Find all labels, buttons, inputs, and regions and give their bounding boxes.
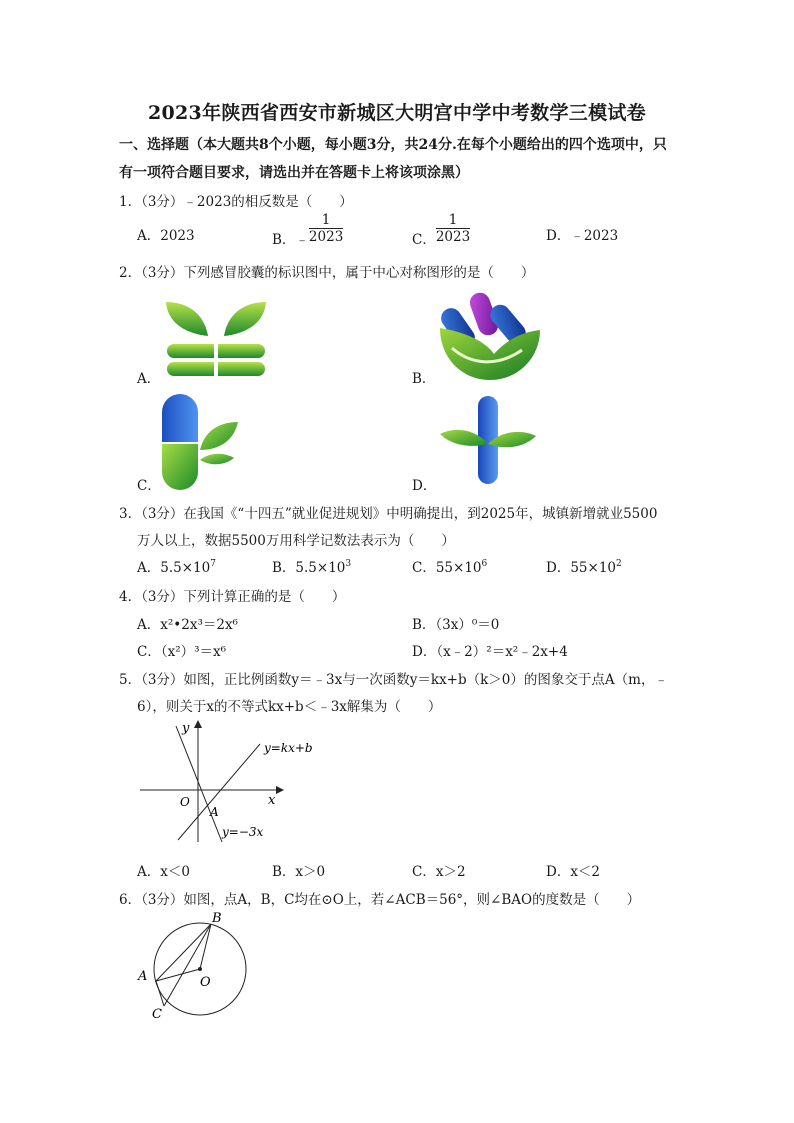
segment-bo xyxy=(200,924,211,969)
segment-ao xyxy=(156,969,200,981)
segment-ac xyxy=(156,981,164,1006)
question-5-option-b: B．x＞0 xyxy=(272,864,326,880)
question-1-option-a: A．2023 xyxy=(137,228,195,244)
circle-geometry-figure xyxy=(134,908,254,1024)
point-o-label: O xyxy=(200,975,211,990)
line-neg-3x-label: y=−3x xyxy=(222,825,264,839)
y-axis-label: y xyxy=(182,721,190,736)
capsule-logo-a-image xyxy=(160,296,272,380)
option-exponent: 2 xyxy=(616,559,622,569)
point-a-label: A xyxy=(210,805,219,819)
section-heading-line1: 一、选择题（本大题共8个小题，每小题3分，共24分.在每个小题给出的四个选项中，只 xyxy=(119,137,667,153)
option-exponent: 6 xyxy=(481,559,488,569)
question-2-option-d-label: D． xyxy=(412,478,437,494)
question-2-option-b-label: B． xyxy=(412,371,436,387)
question-1-option-c xyxy=(412,212,471,249)
question-1-stem: 1．（3分）﹣2023的相反数是（ ） xyxy=(119,194,353,210)
origin-label: O xyxy=(180,795,190,809)
option-exponent: 7 xyxy=(210,559,216,569)
option-base: A．5.5×10 xyxy=(137,560,211,576)
option-exponent: 3 xyxy=(345,559,352,569)
section-heading-line2: 有一项符合题目要求，请选出并在答题卡上将该项涂黑） xyxy=(119,165,469,181)
option-c-prefix: C． xyxy=(412,232,436,248)
question-4-option-a: A．x²•2x³＝2x⁶ xyxy=(137,617,238,633)
question-6-stem: 6．（3分）如图，点A，B，C均在⊙O上，若∠ACB＝56°，则∠BAO的度数是（ ） xyxy=(119,892,641,908)
fraction-numerator: 1 xyxy=(436,212,470,229)
capsule-logo-b-image xyxy=(436,288,544,384)
point-c-label: C xyxy=(152,1007,162,1022)
question-5-option-d: D．x＜2 xyxy=(546,864,601,880)
option-b-fraction xyxy=(309,212,343,245)
x-axis-arrow xyxy=(276,786,284,794)
fraction-denominator: 2023 xyxy=(435,229,471,245)
question-4-stem: 4．（3分）下列计算正确的是（ ） xyxy=(119,589,346,605)
question-3-option-c xyxy=(412,556,487,576)
option-base: C．55×10 xyxy=(412,560,482,576)
question-1-option-d: D．﹣2023 xyxy=(546,228,619,244)
question-3-line2: 万人以上，数据5500万用科学记数法表示为（ ） xyxy=(137,533,455,549)
question-5-option-c: C．x＞2 xyxy=(412,864,466,880)
page-title: 2023年陕西省西安市新城区大明宫中学中考数学三模试卷 xyxy=(148,102,646,124)
option-base: B．5.5×10 xyxy=(272,560,346,576)
x-axis-label: x xyxy=(268,793,276,808)
fraction-denominator: 2023 xyxy=(308,229,344,245)
capsule-logo-d-image xyxy=(436,394,540,486)
line-kx-plus-b-label: y=kx+b xyxy=(264,741,313,755)
question-2-option-c-label: C． xyxy=(137,478,161,494)
question-3-option-d xyxy=(546,556,622,576)
question-4-option-d: D．（x﹣2）²＝x²﹣2x+4 xyxy=(412,644,568,660)
question-5-line2: 6），则关于x的不等式kx+b＜﹣3x解集为（ ） xyxy=(137,699,442,715)
fraction-numerator: 1 xyxy=(309,212,343,229)
question-3-option-b xyxy=(272,556,351,576)
option-c-fraction xyxy=(436,212,470,245)
question-5-line1: 5．（3分）如图，正比例函数y＝﹣3x与一次函数y＝kx+b（k＞0）的图象交于点A（m，﹣ xyxy=(119,672,668,688)
question-4-option-c: C．（x²）³＝x⁶ xyxy=(137,644,227,660)
question-3-line1: 3．（3分）在我国《“十四五”就业促进规划》中明确提出，到2025年，城镇新增就业5500 xyxy=(119,506,658,522)
center-point-o xyxy=(198,967,202,971)
question-4-option-b: B．（3x）⁰＝0 xyxy=(412,617,500,633)
point-a-label: A xyxy=(138,969,148,984)
line-neg-3x xyxy=(176,726,222,842)
question-2-option-a-label: A． xyxy=(137,371,161,387)
point-b-label: B xyxy=(212,911,222,926)
question-2-stem: 2．（3分）下列感冒胶囊的标识图中，属于中心对称图形的是（ ） xyxy=(119,265,535,281)
option-base: D．55×10 xyxy=(546,560,616,576)
question-5-option-a: A．x＜0 xyxy=(137,864,190,880)
question-3-option-a xyxy=(137,556,216,576)
capsule-logo-c-image xyxy=(160,392,240,492)
linear-function-graph xyxy=(136,716,313,846)
y-axis-arrow xyxy=(194,720,202,728)
option-b-prefix: B．﹣ xyxy=(272,232,309,248)
question-1-option-b xyxy=(272,212,344,249)
